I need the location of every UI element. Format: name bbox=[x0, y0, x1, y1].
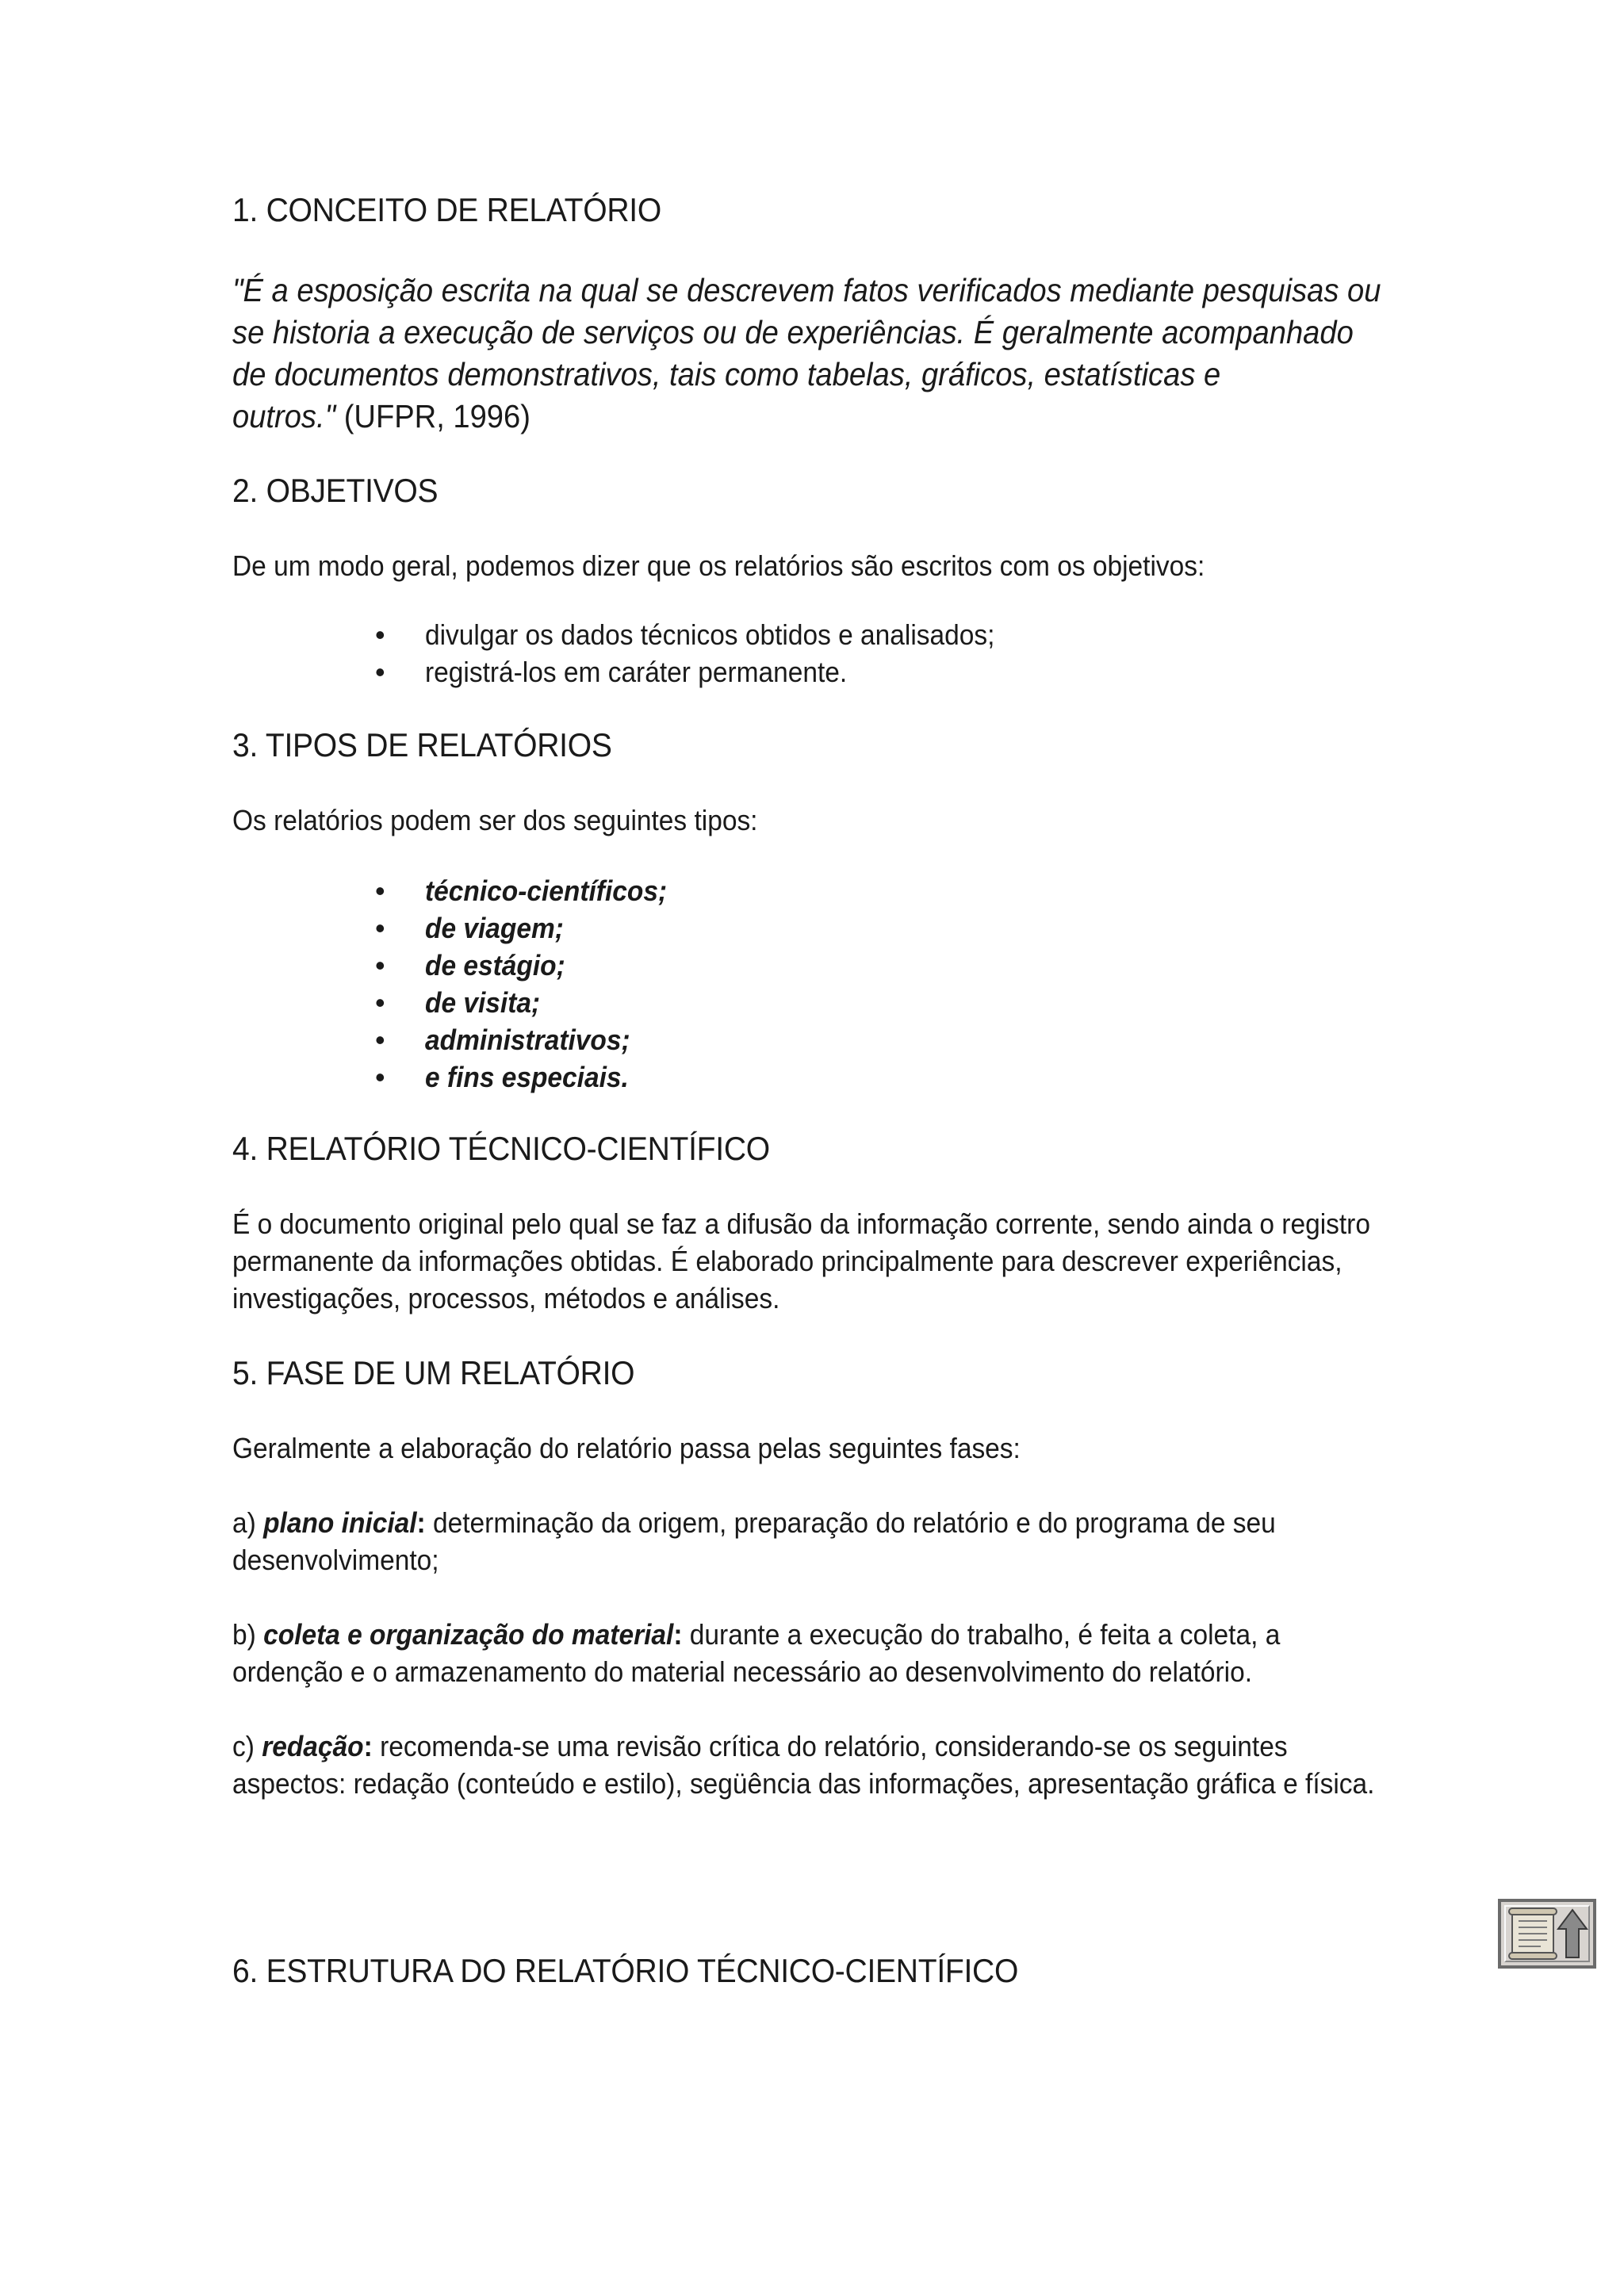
document-content bbox=[232, 189, 1406, 1992]
back-to-top-button[interactable] bbox=[1498, 1899, 1596, 1969]
objectives-list bbox=[232, 616, 1406, 691]
types-intro: Os relatórios podem ser dos seguintes tipos: bbox=[232, 804, 758, 836]
phase-c bbox=[232, 1728, 1412, 1802]
bullet-icon: • bbox=[375, 912, 385, 944]
quote-line: de documentos demonstrativos, tais como tabelas, gráficos, estatísticas e bbox=[232, 356, 1221, 392]
phase-c-term: redação bbox=[262, 1730, 364, 1762]
text-line: a) plano inicial: determinação da origem, preparação do relatório e do programa de seu bbox=[232, 1506, 1276, 1539]
bullet-icon: • bbox=[375, 949, 385, 982]
quote-line: "É a esposição escrita na qual se descrevem fatos verificados mediante pesquisas ou bbox=[232, 272, 1381, 308]
bullet-icon: • bbox=[375, 1024, 385, 1056]
quote-line: se historia a execução de serviços ou de experiências. É geralmente acompanhado bbox=[232, 314, 1354, 350]
section-4-heading: 4. RELATÓRIO TÉCNICO-CIENTÍFICO bbox=[232, 1130, 770, 1167]
list-item: • de visita; bbox=[232, 984, 1406, 1021]
types-list bbox=[232, 872, 1406, 1096]
text-line: c) redação: recomenda-se uma revisão crítica do relatório, considerando-se os seguintes bbox=[232, 1730, 1288, 1762]
definition-quote bbox=[232, 270, 1383, 438]
bullet-icon: • bbox=[375, 874, 385, 907]
text-line: permanente da informações obtidas. É elaborado principalmente para descrever experiências, bbox=[232, 1245, 1342, 1277]
objectives-intro: De um modo geral, podemos dizer que os relatórios são escritos com os objetivos: bbox=[232, 549, 1205, 582]
quote-ending: outros." bbox=[232, 398, 336, 434]
text-line: b) coleta e organização do material: durante a execução do trabalho, é feita a coleta, a bbox=[232, 1618, 1281, 1651]
text-line: aspectos: redação (conteúdo e estilo), següência das informações, apresentação gráfica e física. bbox=[232, 1767, 1375, 1800]
text-line: investigações, processos, métodos e análises. bbox=[232, 1282, 780, 1314]
text-line: ordenção e o armazenamento do material necessário ao desenvolvimento do relatório. bbox=[232, 1655, 1253, 1688]
section-5-heading: 5. FASE DE UM RELATÓRIO bbox=[232, 1354, 635, 1391]
phase-b bbox=[232, 1616, 1412, 1690]
text-line: É o documento original pelo qual se faz a difusão da informação corrente, sendo ainda o registro bbox=[232, 1207, 1370, 1240]
bullet-icon: • bbox=[375, 986, 385, 1019]
section-6-heading: 6. ESTRUTURA DO RELATÓRIO TÉCNICO-CIENTÍFICO bbox=[232, 1952, 1019, 1989]
bullet-icon: • bbox=[375, 1061, 385, 1093]
list-item: • técnico-científicos; bbox=[232, 872, 1406, 909]
bullet-icon: • bbox=[375, 656, 385, 688]
quote-line bbox=[232, 396, 1383, 438]
quote-citation: (UFPR, 1996) bbox=[335, 398, 530, 434]
phase-a bbox=[232, 1504, 1412, 1578]
section-3-heading: 3. TIPOS DE RELATÓRIOS bbox=[232, 726, 612, 763]
technical-report-description bbox=[232, 1205, 1412, 1317]
list-item: • divulgar os dados técnicos obtidos e analisados; bbox=[232, 616, 1406, 653]
list-item: • registrá-los em caráter permanente. bbox=[232, 653, 1406, 691]
section-2-heading: 2. OBJETIVOS bbox=[232, 472, 439, 509]
phases-intro: Geralmente a elaboração do relatório passa pelas seguintes fases: bbox=[232, 1432, 1021, 1464]
list-item: • e fins especiais. bbox=[232, 1058, 1406, 1096]
phase-b-term: coleta e organização do material bbox=[263, 1618, 674, 1651]
phase-a-term: plano inicial bbox=[263, 1506, 417, 1539]
section-1-heading: 1. CONCEITO DE RELATÓRIO bbox=[232, 191, 661, 228]
bullet-icon: • bbox=[375, 618, 385, 651]
list-item: • de viagem; bbox=[232, 909, 1406, 947]
scroll-up-arrow-icon bbox=[1501, 1902, 1593, 1965]
list-item: • de estágio; bbox=[232, 947, 1406, 984]
list-item: • administrativos; bbox=[232, 1021, 1406, 1058]
text-line: desenvolvimento; bbox=[232, 1544, 439, 1576]
